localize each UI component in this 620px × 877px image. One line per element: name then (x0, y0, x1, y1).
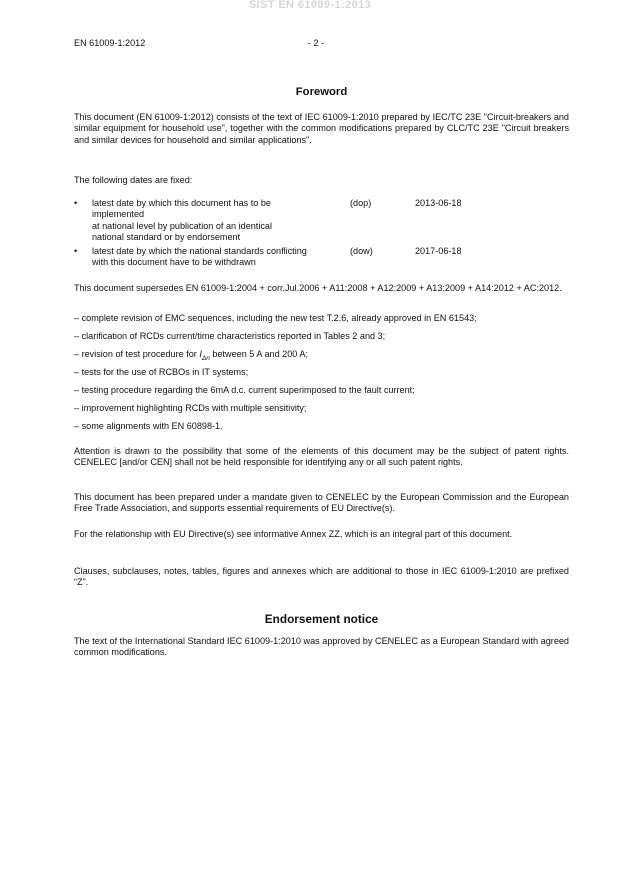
prefix-note: Clauses, subclauses, notes, tables, figures and annexes which are additional to those in IEC 61009-1:2010 are prefixed “Z”. (74, 566, 569, 588)
mandate-paragraph: This document has been prepared under a mandate given to CENELEC by the European Commission and the European Free Trade Association, and supports essential requirements of EU Directive(s). (74, 492, 569, 514)
header-page-number: - 2 - (307, 38, 325, 48)
header-doc-id: EN 61009-1:2012 (74, 38, 146, 48)
change-item (74, 349, 569, 364)
date-abbr: (dow) (350, 246, 373, 256)
foreword-title: Foreword (295, 86, 348, 98)
endorsement-text: The text of the International Standard IEC 61009-1:2010 was approved by CENELEC as a European Standard with agreed common modifications. (74, 636, 569, 658)
change-item: – improvement highlighting RCDs with multiple sensitivity; (74, 403, 307, 413)
change-item-after: between 5 A and 200 A; (209, 349, 308, 359)
date-value: 2013-06-18 (415, 198, 462, 208)
watermark: SIST EN 61009-1:2013 (248, 0, 372, 11)
change-item: – complete revision of EMC sequences, including the new test T.2.6, already approved in EN 61543; (74, 313, 477, 323)
date-abbr: (dop) (350, 198, 372, 208)
symbol-subscript: Δn (201, 354, 210, 362)
change-item-before: – revision of test procedure for (74, 349, 200, 359)
date-item-line: at national level by publication of an identical (92, 220, 272, 231)
bullet-marker: • (74, 198, 78, 208)
date-item-line: with this document have to be withdrawn (92, 257, 256, 268)
date-item-text (92, 246, 344, 269)
date-item-text (92, 198, 344, 244)
residual-current-symbol (199, 349, 210, 362)
change-item: – testing procedure regarding the 6mA d.c. current superimposed to the fault current; (74, 385, 415, 395)
date-value: 2017-06-18 (415, 246, 462, 256)
change-item: – clarification of RCDs current/time characteristics reported in Tables 2 and 3; (74, 331, 386, 341)
foreword-intro: This document (EN 61009-1:2012) consists of the text of IEC 61009-1:2010 prepared by IEC/TC 23E "Circuit-breakers and similar equipment for household use", together with the common modifications prepared by CLC/TC 23E "Circuit breakers and similar devices for household and similar applications". (74, 112, 569, 145)
symbol-base: I (199, 349, 202, 359)
dates-intro: The following dates are fixed: (74, 175, 193, 185)
date-item-line: implemented (92, 209, 145, 220)
patent-notice: Attention is drawn to the possibility that some of the elements of this document may be the subject of patent rights. CENELEC [and/or CEN] shall not be held responsible for identifying any or all such patent rights. (74, 446, 569, 468)
date-item-line: national standard or by endorsement (92, 232, 241, 243)
bullet-marker: • (74, 246, 78, 256)
directive-paragraph: For the relationship with EU Directive(s) see informative Annex ZZ, which is an integral part of this document. (74, 529, 513, 539)
change-item: – tests for the use of RCBOs in IT systems; (74, 367, 249, 377)
date-item-line: latest date by which this document has to be (92, 198, 271, 208)
change-item: – some alignments with EN 60898-1. (74, 421, 223, 431)
endorsement-title: Endorsement notice (264, 612, 379, 626)
date-item-line: latest date by which the national standards conflicting (92, 246, 307, 256)
supersedes-paragraph: This document supersedes EN 61009-1:2004 + corr.Jul.2006 + A11:2008 + A12:2009 + A13:2009 + A14:2012 + AC:2012. (74, 283, 562, 293)
